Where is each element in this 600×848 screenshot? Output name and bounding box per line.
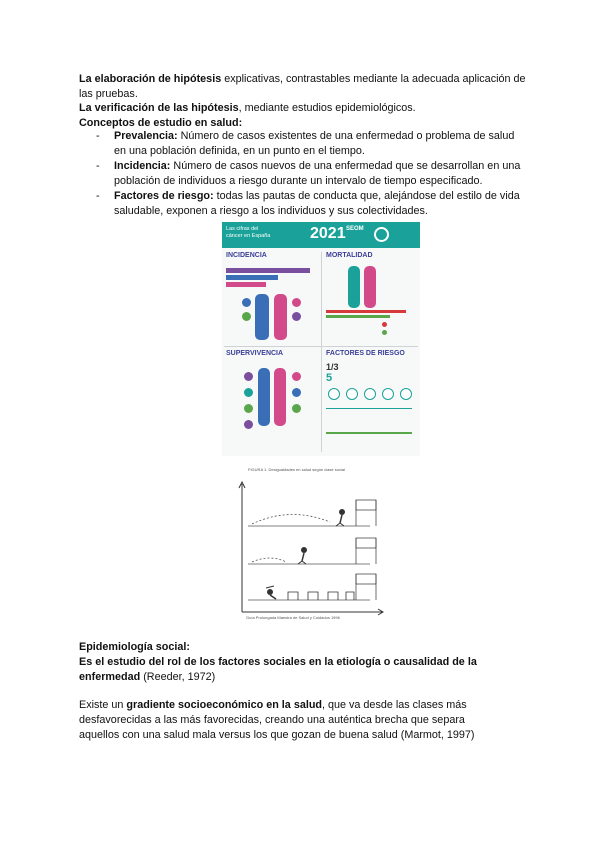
incidencia-bar-men	[226, 275, 278, 280]
concept-term: Factores de riesgo:	[114, 190, 214, 202]
organ-icon	[292, 372, 301, 381]
factores-fraction: 1/3	[326, 362, 339, 372]
org-logo-icon	[374, 227, 389, 242]
concept-term: Prevalencia:	[114, 130, 178, 142]
bullet-dash: -	[96, 160, 100, 172]
smoking-icon	[328, 388, 340, 400]
obesity-icon	[382, 388, 394, 400]
factores-title: FACTORES DE RIESGO	[326, 350, 405, 357]
mortality-bar	[326, 310, 406, 313]
hurdle-icon	[288, 592, 354, 600]
finish-banner-icon	[356, 538, 376, 548]
concept-item-prevalencia	[96, 129, 526, 159]
organ-icon	[244, 372, 253, 381]
legend-dot	[382, 330, 387, 335]
concept-text: Número de casos nuevos de una enfermedad que se desarrollan en una población de individuos a riesgo durante un intervalo de tiempo especificado.	[114, 160, 521, 187]
factores-number: 5	[326, 372, 333, 384]
organ-icon	[292, 404, 301, 413]
woman-figure-icon	[274, 368, 286, 426]
mortality-bar	[326, 315, 390, 318]
factores-line	[326, 408, 412, 409]
infographic-org: SEOM	[346, 226, 364, 232]
concepts-heading: Conceptos de estudio en salud:	[79, 117, 243, 129]
social-epidemiology-heading: Epidemiología social:	[79, 641, 190, 653]
organ-icon	[292, 298, 301, 307]
gradient-term: gradiente socioeconómico en la salud	[126, 699, 323, 711]
concept-item-incidencia	[96, 159, 526, 189]
health-inequality-drawing	[230, 466, 390, 624]
infographic-year: 2021	[310, 225, 346, 242]
drawing-caption-top: FIGURA 1. Desigualdades en salud según clase social	[248, 467, 345, 472]
diet-icon	[364, 388, 376, 400]
organ-icon	[292, 312, 301, 321]
woman-figure-icon	[274, 294, 287, 340]
organ-icon	[244, 420, 253, 429]
infographic-subtitle: Las cifras del cáncer en España	[226, 226, 271, 239]
hypothesis-term: La elaboración de hipótesis	[79, 73, 222, 85]
man-figure-icon	[348, 266, 360, 308]
organ-icon	[242, 312, 251, 321]
hypothesis-paragraph	[79, 72, 529, 102]
infographic-divider	[321, 252, 322, 452]
hypothesis-text: explicativas, contrastables mediante la adecuada aplicación de las pruebas.	[79, 73, 526, 100]
incidencia-bar-women	[226, 282, 266, 287]
man-figure-icon	[255, 294, 269, 340]
supervivencia-title: SUPERVIVENCIA	[226, 350, 284, 357]
incidencia-bar	[226, 268, 310, 273]
runner-figure-icon	[298, 547, 307, 564]
finish-banner-icon	[356, 500, 376, 510]
social-epidemiology-definition	[79, 655, 489, 685]
infographic-header	[222, 222, 420, 248]
drawing-svg	[230, 466, 390, 624]
factores-line	[326, 432, 412, 434]
concept-text: Número de casos existentes de una enfermedad o problema de salud en una población definida, en un punto en el tiempo.	[114, 130, 515, 157]
verification-term: La verificación de las hipótesis	[79, 102, 239, 114]
verification-paragraph	[79, 101, 529, 116]
jump-path	[252, 514, 330, 524]
verification-text: , mediante estudios epidemiológicos.	[238, 102, 416, 114]
concepts-list	[96, 129, 526, 219]
definition-text: Es el estudio del rol de los factores sociales en la etiología o causalidad de la enfermedad	[79, 656, 477, 683]
concept-item-factores	[96, 189, 526, 219]
man-figure-icon	[258, 368, 270, 426]
incidencia-title: INCIDENCIA	[226, 252, 267, 259]
infographic-divider	[224, 346, 418, 347]
runner-figure-icon	[336, 509, 345, 526]
exercise-icon	[400, 388, 412, 400]
organ-icon	[242, 298, 251, 307]
cancer-infographic	[222, 222, 420, 456]
organ-icon	[244, 388, 253, 397]
mortalidad-title: MORTALIDAD	[326, 252, 373, 259]
alcohol-icon	[346, 388, 358, 400]
concept-term: Incidencia:	[114, 160, 171, 172]
socioeconomic-gradient-paragraph: Existe un gradiente socioeconómico en la salud, que va desde las clases más desfavorecidas a las más favorecidas, creando una auténtica brecha que separa aquellos con una salud mala versus los que gozan de buena salud (Marmot, 1997)	[79, 699, 475, 741]
fallen-runner-icon	[266, 586, 276, 599]
bullet-dash: -	[96, 190, 100, 202]
drawing-caption-bottom: Guía Prolongada Maestra de Salud y Cuidados 1996	[246, 615, 340, 620]
organ-icon	[244, 404, 253, 413]
legend-dot	[382, 322, 387, 327]
finish-banner-icon	[356, 574, 376, 584]
organ-icon	[292, 388, 301, 397]
definition-reference: (Reeder, 1972)	[140, 671, 216, 683]
concept-text: todas las pautas de conducta que, alejándose del estilo de vida saludable, exponen a riesgo a los individuos y sus colectividades.	[114, 190, 520, 217]
woman-figure-icon	[364, 266, 376, 308]
bullet-dash: -	[96, 130, 100, 142]
